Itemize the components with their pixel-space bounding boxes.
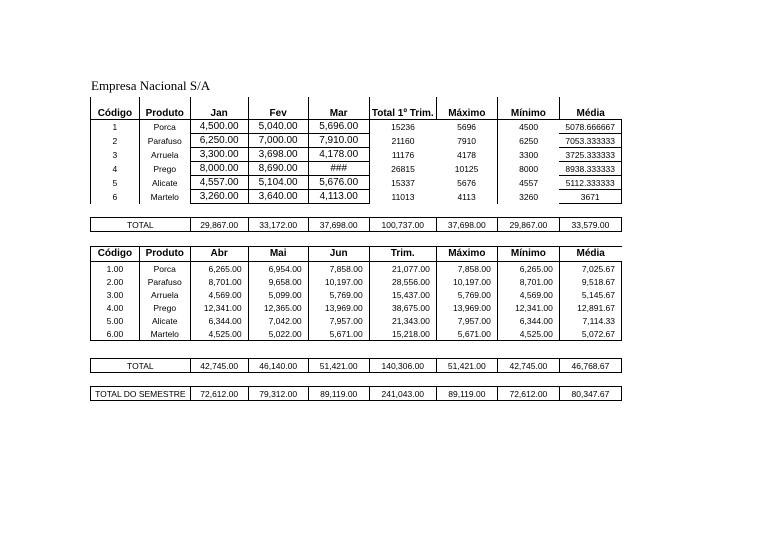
total-cell: 21,343.00 xyxy=(369,314,436,327)
value-cell: 3,300.00 xyxy=(190,148,248,162)
product-cell: Arruela xyxy=(139,288,190,301)
second-quarter-total-row xyxy=(90,358,622,373)
summary-label: TOTAL xyxy=(91,359,191,373)
company-name: Empresa Nacional S/A xyxy=(91,78,211,93)
value-cell: 5,676.00 xyxy=(308,176,369,190)
table-row xyxy=(91,148,622,162)
avg-cell: 5,072.67 xyxy=(559,327,621,341)
code-cell: 2 xyxy=(91,134,140,148)
header-row xyxy=(91,247,622,262)
summary-value: 80,347.67 xyxy=(571,388,610,399)
min-cell: 4,525.00 xyxy=(497,327,559,341)
min-cell: 6,265.00 xyxy=(497,262,559,276)
summary-value: 37,698.00 xyxy=(308,218,369,232)
value-cell: 9,658.00 xyxy=(248,275,308,288)
table-row xyxy=(91,262,622,276)
header-row xyxy=(91,97,622,120)
value-cell: 7,042.00 xyxy=(248,314,308,327)
column-header: Abr xyxy=(190,247,248,262)
avg-cell: 5112.333333 xyxy=(559,176,621,190)
code-cell: 4 xyxy=(91,162,140,176)
max-cell: 10,197.00 xyxy=(436,275,497,288)
column-header: Total 1º Trim. xyxy=(369,97,436,120)
max-cell: 7910 xyxy=(436,134,497,148)
min-cell: 12,341.00 xyxy=(497,301,559,314)
max-cell: 5676 xyxy=(436,176,497,190)
table-row xyxy=(91,190,622,204)
max-cell: 4113 xyxy=(436,190,497,204)
summary-value: 46,140.00 xyxy=(248,359,308,373)
value-cell: 12,341.00 xyxy=(190,301,248,314)
table-row xyxy=(91,176,622,190)
column-header: Mai xyxy=(248,247,308,262)
column-header: Produto xyxy=(139,247,190,262)
code-cell: 2.00 xyxy=(91,275,140,288)
value-cell: 5,022.00 xyxy=(248,327,308,341)
value-cell: 7,957.00 xyxy=(308,314,369,327)
value-cell: 5,104.00 xyxy=(248,176,308,190)
value-cell: 8,690.00 xyxy=(248,162,308,176)
product-cell: Alicate xyxy=(139,314,190,327)
value-cell: 5,099.00 xyxy=(248,288,308,301)
value-cell: 7,000.00 xyxy=(248,134,308,148)
value-cell: 12,365.00 xyxy=(248,301,308,314)
summary-row xyxy=(91,359,622,373)
product-cell: Martelo xyxy=(139,327,190,341)
value-cell: 3,640.00 xyxy=(248,190,308,204)
total-cell: 21,077.00 xyxy=(369,262,436,276)
semester-total-row xyxy=(90,386,622,401)
table-row xyxy=(91,288,622,301)
summary-value: 42,745.00 xyxy=(497,359,559,373)
value-cell: 4,113.00 xyxy=(308,190,369,204)
product-cell: Parafuso xyxy=(139,275,190,288)
value-cell: 5,671.00 xyxy=(308,327,369,341)
value-cell: 5,040.00 xyxy=(248,120,308,134)
column-header: Fev xyxy=(248,97,308,120)
column-header: Mínimo xyxy=(497,97,559,120)
min-cell: 4557 xyxy=(519,177,539,188)
value-cell: 6,344.00 xyxy=(190,314,248,327)
column-header: Mar xyxy=(308,97,369,120)
value-cell: 10,197.00 xyxy=(308,275,369,288)
avg-cell: 7,025.67 xyxy=(559,262,621,276)
value-cell: 4,557.00 xyxy=(190,176,248,190)
code-cell: 1.00 xyxy=(91,262,140,276)
summary-value: 100,737.00 xyxy=(369,218,436,232)
max-cell: 13,969.00 xyxy=(436,301,497,314)
avg-cell: 8938.333333 xyxy=(559,162,621,176)
column-header: Código xyxy=(91,97,140,120)
summary-label: TOTAL xyxy=(91,218,191,232)
max-cell: 10125 xyxy=(436,162,497,176)
total-cell: 26815 xyxy=(391,163,415,174)
product-cell: Alicate xyxy=(139,176,190,190)
value-cell: 13,969.00 xyxy=(308,301,369,314)
max-cell: 5696 xyxy=(436,120,497,134)
product-cell: Prego xyxy=(139,301,190,314)
table-row xyxy=(91,314,622,327)
table-row xyxy=(91,275,622,288)
min-cell: 6250 xyxy=(519,135,539,146)
avg-cell: 5,145.67 xyxy=(559,288,621,301)
value-cell: 5,696.00 xyxy=(308,120,369,134)
avg-cell: 9,518.67 xyxy=(559,275,621,288)
value-cell: 4,525.00 xyxy=(190,327,248,341)
value-cell: 3,698.00 xyxy=(248,148,308,162)
total-cell: 15236 xyxy=(391,121,415,132)
summary-row xyxy=(91,218,622,232)
column-header: Trim. xyxy=(369,247,436,262)
code-cell: 5.00 xyxy=(91,314,140,327)
first-quarter-table xyxy=(90,97,622,204)
max-cell: 5,671.00 xyxy=(436,327,497,341)
value-cell: 5,769.00 xyxy=(308,288,369,301)
summary-value: 241,043.00 xyxy=(369,387,436,401)
value-cell: ### xyxy=(308,162,369,176)
summary-label: TOTAL DO SEMESTRE xyxy=(91,387,191,401)
product-cell: Parafuso xyxy=(139,134,190,148)
table-row xyxy=(91,162,622,176)
code-cell: 1 xyxy=(91,120,140,134)
product-cell: Martelo xyxy=(139,190,190,204)
value-cell: 8,701.00 xyxy=(190,275,248,288)
total-cell: 15337 xyxy=(391,177,415,188)
summary-value: 89,119.00 xyxy=(308,387,369,401)
summary-value: 37,698.00 xyxy=(436,218,497,232)
total-cell: 15,218.00 xyxy=(369,327,436,341)
value-cell: 4,569.00 xyxy=(190,288,248,301)
table-row xyxy=(91,327,622,341)
value-cell: 4,500.00 xyxy=(190,120,248,134)
code-cell: 3 xyxy=(91,148,140,162)
max-cell: 4178 xyxy=(436,148,497,162)
max-cell: 7,957.00 xyxy=(436,314,497,327)
summary-value: 46,768.67 xyxy=(571,360,610,371)
value-cell: 6,250.00 xyxy=(190,134,248,148)
code-cell: 3.00 xyxy=(91,288,140,301)
product-cell: Prego xyxy=(139,162,190,176)
table-row xyxy=(91,134,622,148)
summary-value: 51,421.00 xyxy=(308,359,369,373)
total-cell: 38,675.00 xyxy=(369,301,436,314)
summary-row xyxy=(91,387,622,401)
total-cell: 28,556.00 xyxy=(369,275,436,288)
code-cell: 4.00 xyxy=(91,301,140,314)
summary-value: 42,745.00 xyxy=(190,359,248,373)
summary-value: 140,306.00 xyxy=(369,359,436,373)
total-cell: 11176 xyxy=(391,149,415,160)
avg-cell: 12,891.67 xyxy=(559,301,621,314)
max-cell: 5,769.00 xyxy=(436,288,497,301)
summary-value: 33,579.00 xyxy=(571,219,610,230)
code-cell: 6 xyxy=(91,190,140,204)
value-cell: 4,178.00 xyxy=(308,148,369,162)
total-cell: 11013 xyxy=(391,191,415,202)
column-header: Código xyxy=(91,247,140,262)
column-header: Produto xyxy=(139,97,190,120)
min-cell: 4500 xyxy=(519,121,539,132)
min-cell: 3300 xyxy=(519,149,539,160)
column-header: Mínimo xyxy=(497,247,559,262)
table-row xyxy=(91,301,622,314)
column-header: Jan xyxy=(190,97,248,120)
summary-value: 29,867.00 xyxy=(190,218,248,232)
summary-value: 72,612.00 xyxy=(497,387,559,401)
summary-value: 79,312.00 xyxy=(248,387,308,401)
code-cell: 6.00 xyxy=(91,327,140,341)
summary-value: 72,612.00 xyxy=(190,387,248,401)
max-cell: 7,858.00 xyxy=(436,262,497,276)
column-header: Jun xyxy=(308,247,369,262)
min-cell: 8,701.00 xyxy=(497,275,559,288)
min-cell: 3260 xyxy=(519,191,539,202)
second-quarter-table xyxy=(90,246,622,341)
product-cell: Porca xyxy=(139,120,190,134)
avg-cell: 5078.666667 xyxy=(559,120,621,134)
min-cell: 4,569.00 xyxy=(497,288,559,301)
value-cell: 7,858.00 xyxy=(308,262,369,276)
column-header: Média xyxy=(559,97,621,120)
avg-cell: 7053.333333 xyxy=(559,134,621,148)
total-cell: 15,437.00 xyxy=(369,288,436,301)
min-cell: 8000 xyxy=(519,163,539,174)
column-header: Máximo xyxy=(436,247,497,262)
code-cell: 5 xyxy=(91,176,140,190)
product-cell: Arruela xyxy=(139,148,190,162)
column-header: Máximo xyxy=(436,97,497,120)
summary-value: 89,119.00 xyxy=(436,387,497,401)
avg-cell: 3725.333333 xyxy=(559,148,621,162)
value-cell: 3,260.00 xyxy=(190,190,248,204)
value-cell: 7,910.00 xyxy=(308,134,369,148)
value-cell: 8,000.00 xyxy=(190,162,248,176)
value-cell: 6,265.00 xyxy=(190,262,248,276)
first-quarter-total-row xyxy=(90,217,622,232)
summary-value: 33,172.00 xyxy=(248,218,308,232)
table-row xyxy=(91,120,622,134)
summary-value: 51,421.00 xyxy=(436,359,497,373)
total-cell: 21160 xyxy=(391,135,415,146)
min-cell: 6,344.00 xyxy=(497,314,559,327)
value-cell: 6,954.00 xyxy=(248,262,308,276)
avg-cell: 7,114.33 xyxy=(559,314,621,327)
column-header: Média xyxy=(559,247,621,262)
product-cell: Porca xyxy=(139,262,190,276)
avg-cell: 3671 xyxy=(559,190,621,204)
summary-value: 29,867.00 xyxy=(497,218,559,232)
